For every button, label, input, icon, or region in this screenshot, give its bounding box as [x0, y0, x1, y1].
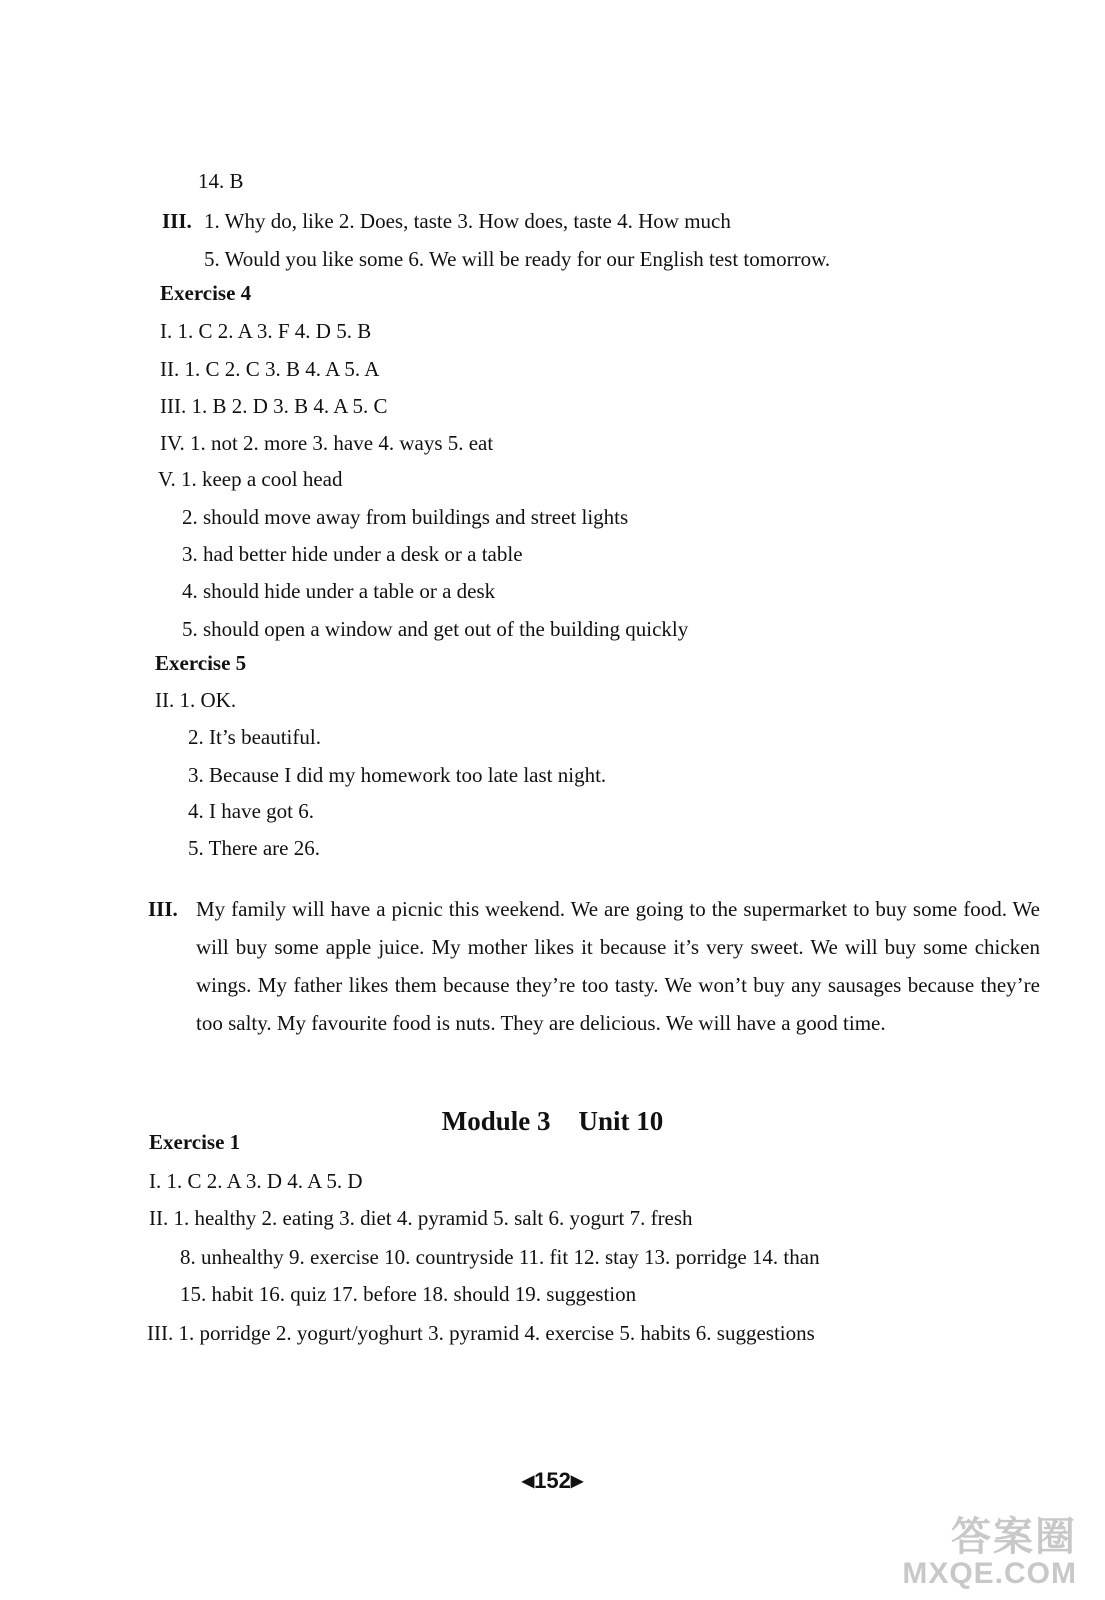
exercise-title: Exercise 1 — [149, 1130, 241, 1154]
answer-line: II. 1. C 2. C 3. B 4. A 5. A — [160, 357, 380, 381]
exercise-title: Exercise 4 — [160, 281, 252, 305]
answer-line: 15. habit 16. quiz 17. before 18. should 19. suggestion — [180, 1282, 637, 1306]
answer-line: III. 1. porridge 2. yogurt/yoghurt 3. pyramid 4. exercise 5. habits 6. suggestions — [147, 1321, 815, 1345]
answer-line: 3. Because I did my homework too late last night. — [188, 763, 607, 787]
answer-line: 2. It’s beautiful. — [188, 725, 321, 749]
unit-title: Unit 10 — [578, 1106, 664, 1136]
answer-line: I. 1. C 2. A 3. F 4. D 5. B — [160, 319, 372, 343]
left-triangle-icon: ◀ — [521, 1473, 535, 1490]
answer-line: I. 1. C 2. A 3. D 4. A 5. D — [149, 1169, 363, 1193]
answer-line: II. 1. healthy 2. eating 3. diet 4. pyramid 5. salt 6. yogurt 7. fresh — [149, 1206, 693, 1230]
watermark-en: MXQE.COM — [902, 1557, 1077, 1590]
answer-line: 4. I have got 6. — [188, 799, 314, 823]
answer-line: 2. should move away from buildings and street lights — [182, 505, 629, 529]
answer-line: IV. 1. not 2. more 3. have 4. ways 5. eat — [160, 431, 494, 455]
exercise-title: Exercise 5 — [155, 651, 247, 675]
answer-line: 5. There are 26. — [188, 836, 320, 860]
answer-line: 3. had better hide under a desk or a table — [182, 542, 523, 566]
answer-line: III. 1. B 2. D 3. B 4. A 5. C — [160, 394, 388, 418]
answer-line: 5. Would you like some 6. We will be ready for our English test tomorrow. — [204, 247, 831, 271]
watermark-cn: 答案圈 — [951, 1515, 1077, 1559]
answer-line: 1. Why do, like 2. Does, taste 3. How does, taste 4. How much — [204, 209, 731, 233]
answer-paragraph: My family will have a picnic this weekend. We are going to the supermarket to buy some food. We will buy some apple juice. My mother likes it because it’s very sweet. We will buy some chicken wings. My father likes them because they’re too tasty. We won’t buy any sausages because they’re too salty. My favourite food is nuts. They are delicious. We will have a good time. — [196, 897, 1040, 1035]
answer-line: 8. unhealthy 9. exercise 10. countryside 11. fit 12. stay 13. porridge 14. than — [180, 1245, 820, 1269]
page-number-text: 152 — [534, 1468, 571, 1493]
answer-line: II. 1. OK. — [155, 688, 237, 712]
page-number — [0, 1468, 1105, 1494]
answer-line: 14. B — [198, 169, 244, 193]
watermark-logo — [902, 1515, 1077, 1589]
section-label: III. — [162, 209, 192, 233]
right-triangle-icon: ▶ — [570, 1473, 584, 1490]
answer-line: V. 1. keep a cool head — [158, 467, 343, 491]
answer-line: 5. should open a window and get out of the building quickly — [182, 617, 689, 641]
section-label: III. — [148, 897, 178, 921]
module-title: Module 3 — [441, 1106, 551, 1136]
answer-line: 4. should hide under a table or a desk — [182, 579, 496, 603]
